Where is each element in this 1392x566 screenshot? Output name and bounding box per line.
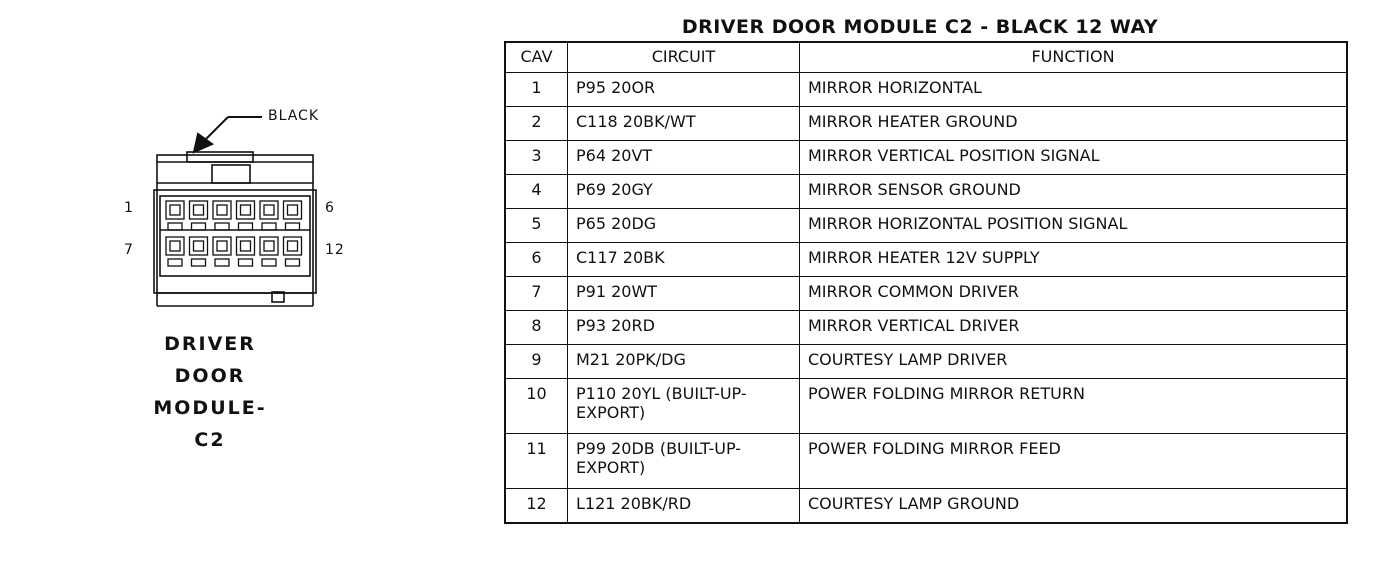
function-cell: COURTESY LAMP GROUND — [800, 489, 1348, 524]
cavity — [284, 201, 302, 219]
cavity-terminal — [288, 241, 298, 251]
table-row — [505, 434, 1347, 489]
circuit-cell: P65 20DG — [568, 209, 800, 243]
circuit-cell: P93 20RD — [568, 311, 800, 345]
cav-cell: 7 — [505, 277, 568, 311]
circuit-cell: P91 20WT — [568, 277, 800, 311]
cavity-terminal — [217, 241, 227, 251]
color-leader-arrow — [194, 117, 262, 152]
cav-cell: 2 — [505, 107, 568, 141]
cavity-terminal — [194, 241, 204, 251]
cavity-latch — [215, 259, 229, 266]
caption-line-3: MODULE-C2 — [153, 397, 267, 451]
pin-label-7: 7 — [124, 242, 134, 258]
table-header-row — [505, 42, 1347, 73]
function-cell: MIRROR HORIZONTAL — [800, 73, 1348, 107]
pin-label-6: 6 — [325, 200, 335, 216]
function-cell: MIRROR VERTICAL DRIVER — [800, 311, 1348, 345]
caption-line-2: DOOR — [174, 365, 246, 387]
table-row — [505, 345, 1347, 379]
connector-color-label: BLACK — [268, 108, 320, 124]
table-row — [505, 209, 1347, 243]
cavity — [260, 201, 278, 219]
connector-diagram — [0, 0, 480, 566]
cavity-latch — [262, 259, 276, 266]
cavity — [237, 201, 255, 219]
table-row — [505, 379, 1347, 434]
connector-body — [154, 152, 316, 306]
function-cell: POWER FOLDING MIRROR FEED — [800, 434, 1348, 489]
cavity-terminal — [241, 241, 251, 251]
function-cell: POWER FOLDING MIRROR RETURN — [800, 379, 1348, 434]
table-row — [505, 277, 1347, 311]
connector-drawing — [0, 0, 480, 566]
cavity — [237, 237, 255, 255]
cavity — [260, 237, 278, 255]
cav-cell: 6 — [505, 243, 568, 277]
cavity-terminal — [194, 205, 204, 215]
circuit-cell: P110 20YL (BUILT-UP-EXPORT) — [568, 379, 800, 434]
cav-cell: 12 — [505, 489, 568, 524]
function-cell: MIRROR SENSOR GROUND — [800, 175, 1348, 209]
cavity-latch — [239, 259, 253, 266]
table-row — [505, 107, 1347, 141]
function-cell: MIRROR HORIZONTAL POSITION SIGNAL — [800, 209, 1348, 243]
cavity — [166, 201, 184, 219]
table-row — [505, 311, 1347, 345]
header-cav: CAV — [505, 42, 568, 73]
cav-cell: 3 — [505, 141, 568, 175]
circuit-cell: M21 20PK/DG — [568, 345, 800, 379]
cavity-terminal — [241, 205, 251, 215]
table-row — [505, 243, 1347, 277]
cavity — [213, 201, 231, 219]
cavity-terminal — [170, 205, 180, 215]
circuit-cell: C117 20BK — [568, 243, 800, 277]
table-row — [505, 175, 1347, 209]
cavity-terminal — [288, 205, 298, 215]
cavity-latch — [286, 223, 300, 230]
table-title: DRIVER DOOR MODULE C2 - BLACK 12 WAY — [681, 16, 1159, 38]
cavity-terminal — [217, 205, 227, 215]
cavity-latch — [192, 259, 206, 266]
cavity-latch — [168, 223, 182, 230]
circuit-cell: L121 20BK/RD — [568, 489, 800, 524]
circuit-cell: P64 20VT — [568, 141, 800, 175]
cavity — [284, 237, 302, 255]
header-circuit: CIRCUIT — [568, 42, 800, 73]
function-cell: MIRROR HEATER 12V SUPPLY — [800, 243, 1348, 277]
cav-cell: 11 — [505, 434, 568, 489]
function-cell: MIRROR COMMON DRIVER — [800, 277, 1348, 311]
function-cell: MIRROR VERTICAL POSITION SIGNAL — [800, 141, 1348, 175]
cavity — [213, 237, 231, 255]
pin-label-1: 1 — [124, 200, 134, 216]
cavity-terminal — [264, 205, 274, 215]
cavity-latch — [239, 223, 253, 230]
table-row — [505, 141, 1347, 175]
function-cell: COURTESY LAMP DRIVER — [800, 345, 1348, 379]
cav-cell: 9 — [505, 345, 568, 379]
cav-cell: 1 — [505, 73, 568, 107]
cav-cell: 8 — [505, 311, 568, 345]
caption-line-1: DRIVER — [164, 333, 256, 355]
cavity-latch — [192, 223, 206, 230]
cavity-terminal — [264, 241, 274, 251]
cav-cell: 10 — [505, 379, 568, 434]
cavity-latch — [215, 223, 229, 230]
cavity — [190, 201, 208, 219]
cavity-terminal — [170, 241, 180, 251]
circuit-cell: C118 20BK/WT — [568, 107, 800, 141]
cavity — [190, 237, 208, 255]
header-function: FUNCTION — [800, 42, 1348, 73]
pinout-table — [504, 41, 1348, 524]
connector-cavities — [166, 201, 302, 266]
cavity-latch — [168, 259, 182, 266]
table-row — [505, 73, 1347, 107]
circuit-cell: P99 20DB (BUILT-UP-EXPORT) — [568, 434, 800, 489]
circuit-cell: P95 20OR — [568, 73, 800, 107]
function-cell: MIRROR HEATER GROUND — [800, 107, 1348, 141]
circuit-cell: P69 20GY — [568, 175, 800, 209]
cavity — [166, 237, 184, 255]
cavity-latch — [286, 259, 300, 266]
table-row — [505, 489, 1347, 524]
cav-cell: 5 — [505, 209, 568, 243]
pin-label-12: 12 — [325, 242, 345, 258]
connector-caption — [150, 328, 270, 456]
cavity-latch — [262, 223, 276, 230]
cav-cell: 4 — [505, 175, 568, 209]
